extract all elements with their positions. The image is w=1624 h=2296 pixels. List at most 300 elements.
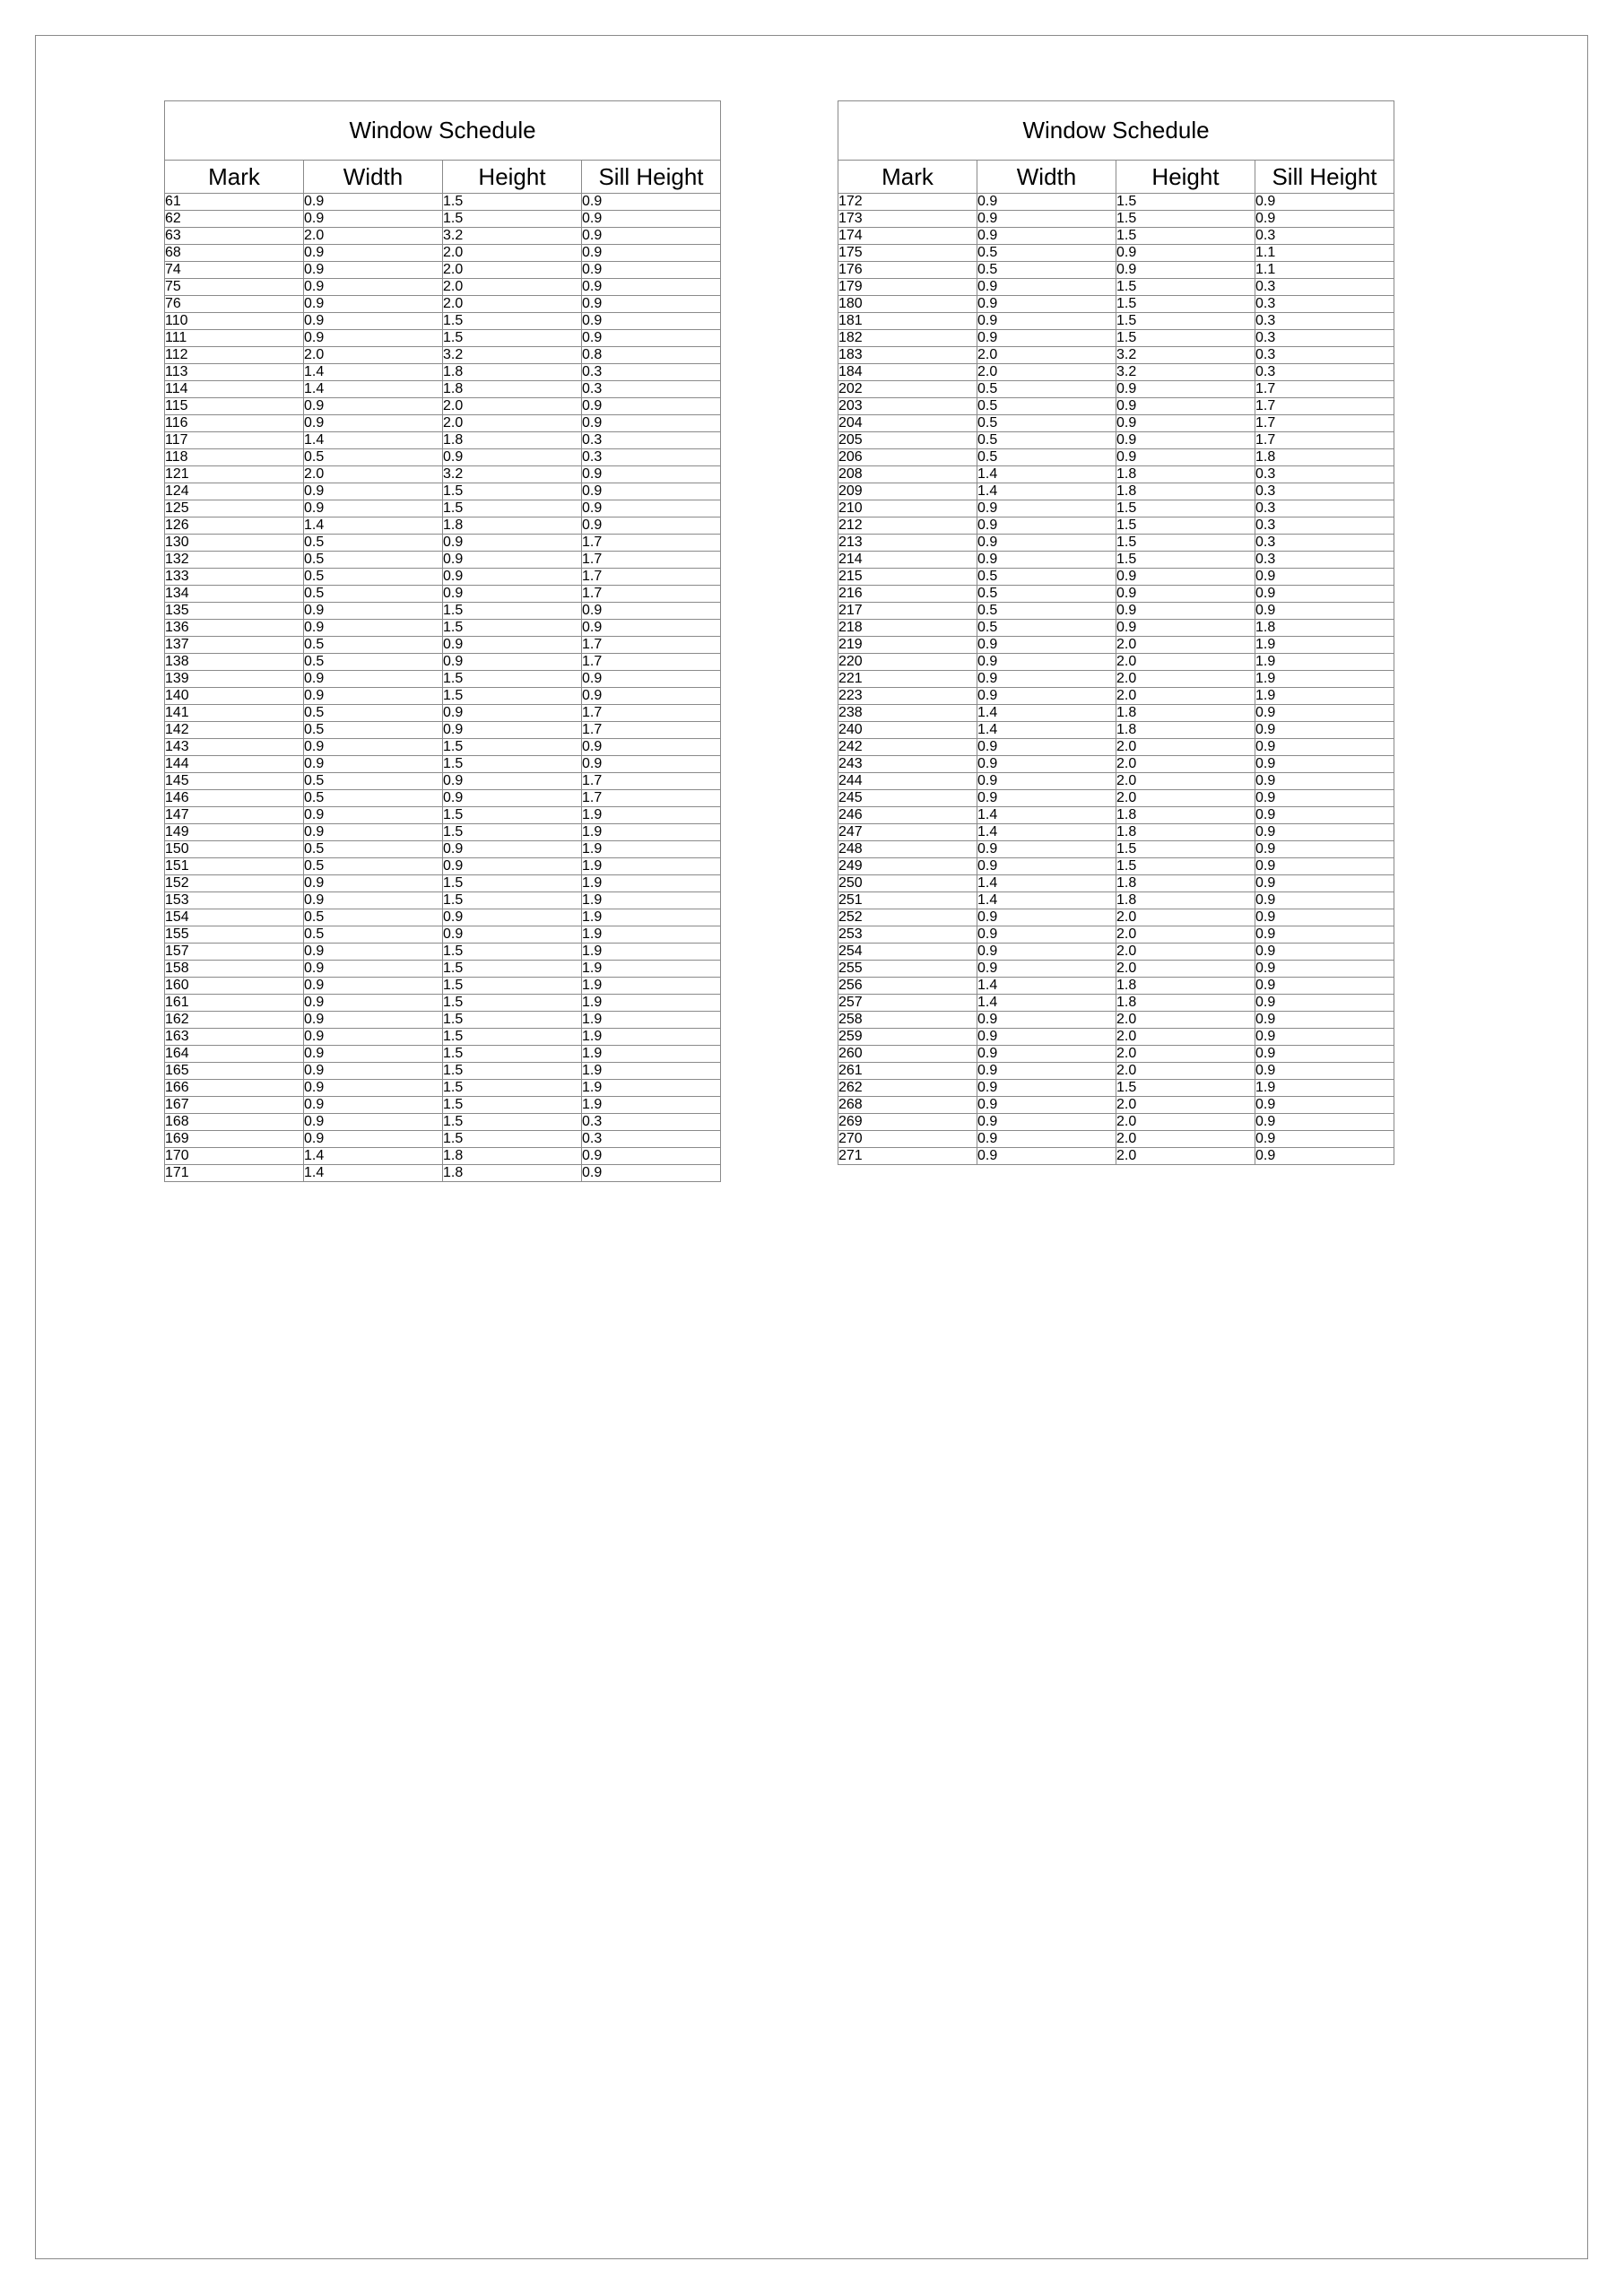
mark-cell: 172 [838,194,977,211]
height-cell: 2.0 [1116,739,1255,756]
sill-height-cell: 1.7 [582,637,721,654]
height-cell: 1.5 [1116,1080,1255,1097]
mark-cell: 259 [838,1029,977,1046]
width-cell: 1.4 [304,432,443,449]
height-cell: 3.2 [443,347,582,364]
table-row [165,517,721,535]
mark-cell: 214 [838,552,977,569]
height-cell: 0.9 [443,586,582,603]
mark-cell: 212 [838,517,977,535]
sill-height-cell: 1.9 [582,892,721,909]
height-cell: 1.5 [1116,211,1255,228]
width-cell: 0.9 [977,1063,1116,1080]
window-schedule-left [164,100,721,1215]
table-row [838,722,1394,739]
sill-height-cell: 1.9 [582,961,721,978]
height-cell: 0.9 [1116,415,1255,432]
table-row [838,517,1394,535]
table-row [165,364,721,381]
mark-cell: 169 [165,1131,304,1148]
height-cell: 0.9 [443,569,582,586]
sill-height-cell: 0.9 [1255,739,1394,756]
mark-cell: 141 [165,705,304,722]
table-row [838,909,1394,926]
height-cell: 1.8 [1116,824,1255,841]
table-row [838,892,1394,909]
table-row [165,1012,721,1029]
height-cell: 1.5 [443,330,582,347]
mark-cell: 210 [838,500,977,517]
mark-cell: 173 [838,211,977,228]
sill-height-cell: 1.7 [1255,415,1394,432]
height-cell: 1.5 [1116,500,1255,517]
table-row [165,620,721,637]
sill-height-cell: 1.7 [582,535,721,552]
width-cell: 0.9 [977,313,1116,330]
table-row [165,1080,721,1097]
mark-cell: 162 [165,1012,304,1029]
sill-height-cell: 1.7 [582,773,721,790]
table-row [838,1080,1394,1097]
table-row [165,995,721,1012]
table-row [838,620,1394,637]
table-row [165,756,721,773]
mark-cell: 257 [838,995,977,1012]
sill-height-cell: 1.9 [582,1080,721,1097]
table-row [838,313,1394,330]
width-cell: 0.9 [304,1097,443,1114]
sill-height-cell: 0.3 [582,1131,721,1148]
width-cell: 1.4 [977,807,1116,824]
height-cell: 2.0 [1116,654,1255,671]
width-cell: 0.5 [977,586,1116,603]
width-cell: 0.9 [977,279,1116,296]
width-cell: 0.5 [304,858,443,875]
width-cell: 1.4 [304,1148,443,1165]
width-cell: 0.9 [977,517,1116,535]
height-cell: 1.5 [443,620,582,637]
width-cell: 0.9 [304,620,443,637]
mark-cell: 167 [165,1097,304,1114]
sill-height-cell: 1.9 [1255,1080,1394,1097]
mark-cell: 205 [838,432,977,449]
sill-height-cell: 0.9 [582,262,721,279]
table-row [165,875,721,892]
table-row [838,688,1394,705]
mark-cell: 132 [165,552,304,569]
table-row [165,671,721,688]
width-cell: 0.5 [304,654,443,671]
height-cell: 2.0 [443,415,582,432]
table-row [838,926,1394,944]
mark-cell: 258 [838,1012,977,1029]
height-cell: 0.9 [443,654,582,671]
width-cell: 0.9 [977,1029,1116,1046]
mark-cell: 143 [165,739,304,756]
mark-cell: 261 [838,1063,977,1080]
table-row [165,228,721,245]
table-row [838,381,1394,398]
width-cell: 0.9 [304,415,443,432]
height-cell: 3.2 [443,228,582,245]
sill-height-cell: 0.9 [1255,705,1394,722]
mark-cell: 170 [165,1148,304,1165]
mark-cell: 165 [165,1063,304,1080]
height-cell: 1.5 [443,194,582,211]
width-cell: 0.9 [977,790,1116,807]
table-row [165,483,721,500]
sill-height-cell: 0.9 [1255,892,1394,909]
mark-cell: 166 [165,1080,304,1097]
mark-cell: 136 [165,620,304,637]
sill-height-cell: 1.7 [1255,398,1394,415]
height-cell: 1.5 [1116,228,1255,245]
mark-cell: 208 [838,466,977,483]
width-cell: 1.4 [304,1165,443,1182]
sill-height-cell: 0.9 [582,756,721,773]
sill-height-cell: 0.9 [582,211,721,228]
mark-cell: 203 [838,398,977,415]
width-cell: 0.9 [304,500,443,517]
mark-cell: 221 [838,671,977,688]
width-cell: 0.9 [977,194,1116,211]
width-cell: 1.4 [977,892,1116,909]
width-cell: 0.5 [304,552,443,569]
width-cell: 0.9 [977,926,1116,944]
height-cell: 1.5 [443,211,582,228]
sill-height-cell: 0.3 [1255,296,1394,313]
sill-height-cell: 0.3 [1255,500,1394,517]
mark-cell: 62 [165,211,304,228]
table-row [838,535,1394,552]
height-cell: 1.5 [443,1097,582,1114]
mark-cell: 111 [165,330,304,347]
table-row [838,245,1394,262]
height-cell: 1.5 [443,961,582,978]
width-cell: 0.9 [304,262,443,279]
sill-height-cell: 0.9 [1255,961,1394,978]
width-cell: 1.4 [977,705,1116,722]
mark-cell: 242 [838,739,977,756]
sill-height-cell: 1.9 [582,841,721,858]
sill-height-cell: 0.3 [582,364,721,381]
height-cell: 1.5 [443,1012,582,1029]
height-cell: 0.9 [443,552,582,569]
table-row [838,671,1394,688]
mark-cell: 125 [165,500,304,517]
sill-height-cell: 0.3 [1255,483,1394,500]
mark-cell: 219 [838,637,977,654]
height-cell: 2.0 [443,279,582,296]
width-cell: 0.9 [977,1148,1116,1165]
height-cell: 2.0 [1116,773,1255,790]
table-row [838,773,1394,790]
height-cell: 2.0 [1116,688,1255,705]
mark-cell: 247 [838,824,977,841]
table-row [838,603,1394,620]
width-cell: 0.9 [977,756,1116,773]
mark-cell: 223 [838,688,977,705]
width-cell: 0.9 [304,1131,443,1148]
sill-height-cell: 0.9 [1255,1046,1394,1063]
sill-height-cell: 0.9 [1255,1131,1394,1148]
width-cell: 0.9 [977,688,1116,705]
width-cell: 0.5 [977,432,1116,449]
mark-cell: 240 [838,722,977,739]
table-row [165,978,721,995]
height-cell: 1.5 [443,1114,582,1131]
height-cell: 1.5 [443,313,582,330]
table-row [838,824,1394,841]
sill-height-cell: 1.7 [582,569,721,586]
sill-height-cell: 0.9 [1255,1012,1394,1029]
table-row [838,415,1394,432]
width-cell: 0.9 [304,211,443,228]
column-header-width: Width [977,161,1116,194]
mark-cell: 115 [165,398,304,415]
mark-cell: 244 [838,773,977,790]
table-row [165,739,721,756]
height-cell: 0.9 [443,722,582,739]
sill-height-cell: 1.1 [1255,245,1394,262]
width-cell: 0.5 [977,569,1116,586]
height-cell: 2.0 [1116,637,1255,654]
mark-cell: 134 [165,586,304,603]
mark-cell: 130 [165,535,304,552]
sill-height-cell: 0.3 [1255,517,1394,535]
sill-height-cell: 0.9 [582,228,721,245]
sill-height-cell: 1.9 [582,858,721,875]
mark-cell: 144 [165,756,304,773]
sill-height-cell: 0.9 [582,466,721,483]
window-schedule-right [838,100,1394,1198]
table-row [165,194,721,211]
height-cell: 0.9 [443,773,582,790]
mark-cell: 182 [838,330,977,347]
table-row [165,262,721,279]
height-cell: 1.5 [1116,279,1255,296]
height-cell: 2.0 [1116,1063,1255,1080]
schedule-header-table [164,100,721,1182]
table-row [838,654,1394,671]
sill-height-cell: 1.9 [1255,688,1394,705]
table-row [165,807,721,824]
column-header-sill-height: Sill Height [582,161,721,194]
width-cell: 0.9 [304,688,443,705]
sill-height-cell: 0.9 [1255,722,1394,739]
width-cell: 0.9 [304,875,443,892]
mark-cell: 152 [165,875,304,892]
sill-height-cell: 0.9 [1255,926,1394,944]
height-cell: 1.5 [443,688,582,705]
mark-cell: 117 [165,432,304,449]
table-row [838,586,1394,603]
table-row [838,637,1394,654]
width-cell: 0.9 [977,1080,1116,1097]
sill-height-cell: 0.9 [1255,569,1394,586]
height-cell: 1.5 [1116,858,1255,875]
height-cell: 1.8 [1116,466,1255,483]
mark-cell: 149 [165,824,304,841]
height-cell: 1.5 [443,892,582,909]
table-row [838,1063,1394,1080]
width-cell: 0.5 [304,637,443,654]
height-cell: 2.0 [443,296,582,313]
sill-height-cell: 1.9 [582,944,721,961]
height-cell: 1.8 [443,517,582,535]
table-row [165,535,721,552]
table-row [165,841,721,858]
mark-cell: 116 [165,415,304,432]
width-cell: 0.5 [304,926,443,944]
mark-cell: 255 [838,961,977,978]
table-row [165,432,721,449]
sill-height-cell: 0.9 [1255,875,1394,892]
sill-height-cell: 1.1 [1255,262,1394,279]
sill-height-cell: 0.3 [1255,313,1394,330]
mark-cell: 254 [838,944,977,961]
table-row [838,500,1394,517]
width-cell: 0.5 [304,841,443,858]
sill-height-cell: 0.9 [582,688,721,705]
height-cell: 1.8 [1116,892,1255,909]
width-cell: 0.9 [304,944,443,961]
mark-cell: 218 [838,620,977,637]
width-cell: 0.9 [977,330,1116,347]
width-cell: 0.5 [977,449,1116,466]
height-cell: 2.0 [1116,671,1255,688]
mark-cell: 139 [165,671,304,688]
mark-cell: 114 [165,381,304,398]
table-row [838,228,1394,245]
mark-cell: 179 [838,279,977,296]
mark-cell: 133 [165,569,304,586]
width-cell: 0.9 [304,245,443,262]
height-cell: 0.9 [1116,398,1255,415]
schedule-title: Window Schedule [838,101,1394,161]
width-cell: 1.4 [977,722,1116,739]
column-header-height: Height [443,161,582,194]
table-row [838,330,1394,347]
table-row [838,1097,1394,1114]
height-cell: 1.8 [443,381,582,398]
width-cell: 0.9 [977,739,1116,756]
table-row [165,586,721,603]
mark-cell: 160 [165,978,304,995]
width-cell: 0.9 [304,1114,443,1131]
width-cell: 0.5 [304,449,443,466]
height-cell: 0.9 [443,858,582,875]
mark-cell: 124 [165,483,304,500]
height-cell: 1.5 [443,483,582,500]
mark-cell: 271 [838,1148,977,1165]
table-row [165,892,721,909]
table-row [838,944,1394,961]
height-cell: 0.9 [1116,381,1255,398]
sill-height-cell: 0.9 [582,500,721,517]
sill-height-cell: 0.9 [1255,603,1394,620]
sill-height-cell: 0.9 [1255,909,1394,926]
mark-cell: 68 [165,245,304,262]
table-row [838,432,1394,449]
width-cell: 0.9 [977,535,1116,552]
table-row [838,1029,1394,1046]
mark-cell: 252 [838,909,977,926]
width-cell: 1.4 [977,466,1116,483]
table-row [165,1114,721,1131]
mark-cell: 174 [838,228,977,245]
table-row [838,364,1394,381]
mark-cell: 155 [165,926,304,944]
sill-height-cell: 1.7 [582,654,721,671]
height-cell: 0.9 [1116,432,1255,449]
height-cell: 2.0 [1116,790,1255,807]
height-cell: 2.0 [1116,926,1255,944]
table-row [165,296,721,313]
height-cell: 1.8 [1116,807,1255,824]
mark-cell: 184 [838,364,977,381]
mark-cell: 161 [165,995,304,1012]
sill-height-cell: 1.7 [582,722,721,739]
sill-height-cell: 0.9 [1255,194,1394,211]
sill-height-cell: 0.9 [1255,841,1394,858]
width-cell: 0.5 [304,722,443,739]
table-row [165,381,721,398]
table-row [838,978,1394,995]
mark-cell: 217 [838,603,977,620]
mark-cell: 262 [838,1080,977,1097]
table-row [165,1131,721,1148]
sill-height-cell: 0.3 [1255,364,1394,381]
table-row [838,1148,1394,1165]
mark-cell: 63 [165,228,304,245]
sill-height-cell: 0.9 [582,603,721,620]
width-cell: 0.9 [304,313,443,330]
height-cell: 2.0 [1116,1029,1255,1046]
table-row [165,398,721,415]
width-cell: 0.5 [977,603,1116,620]
sill-height-cell: 0.9 [1255,1063,1394,1080]
width-cell: 0.5 [977,262,1116,279]
sill-height-cell: 1.7 [582,790,721,807]
mark-cell: 202 [838,381,977,398]
height-cell: 1.8 [1116,995,1255,1012]
width-cell: 0.9 [304,978,443,995]
width-cell: 0.9 [304,756,443,773]
mark-cell: 142 [165,722,304,739]
sill-height-cell: 0.3 [582,432,721,449]
table-row [165,245,721,262]
height-cell: 1.8 [443,432,582,449]
mark-cell: 135 [165,603,304,620]
sill-height-cell: 0.9 [582,620,721,637]
height-cell: 0.9 [1116,620,1255,637]
mark-cell: 154 [165,909,304,926]
height-cell: 0.9 [443,449,582,466]
width-cell: 0.9 [977,654,1116,671]
mark-cell: 180 [838,296,977,313]
height-cell: 3.2 [443,466,582,483]
table-row [165,466,721,483]
height-cell: 1.5 [443,756,582,773]
width-cell: 1.4 [304,364,443,381]
height-cell: 1.5 [443,824,582,841]
height-cell: 2.0 [443,245,582,262]
mark-cell: 151 [165,858,304,875]
table-row [165,790,721,807]
height-cell: 1.5 [1116,313,1255,330]
table-row [165,449,721,466]
